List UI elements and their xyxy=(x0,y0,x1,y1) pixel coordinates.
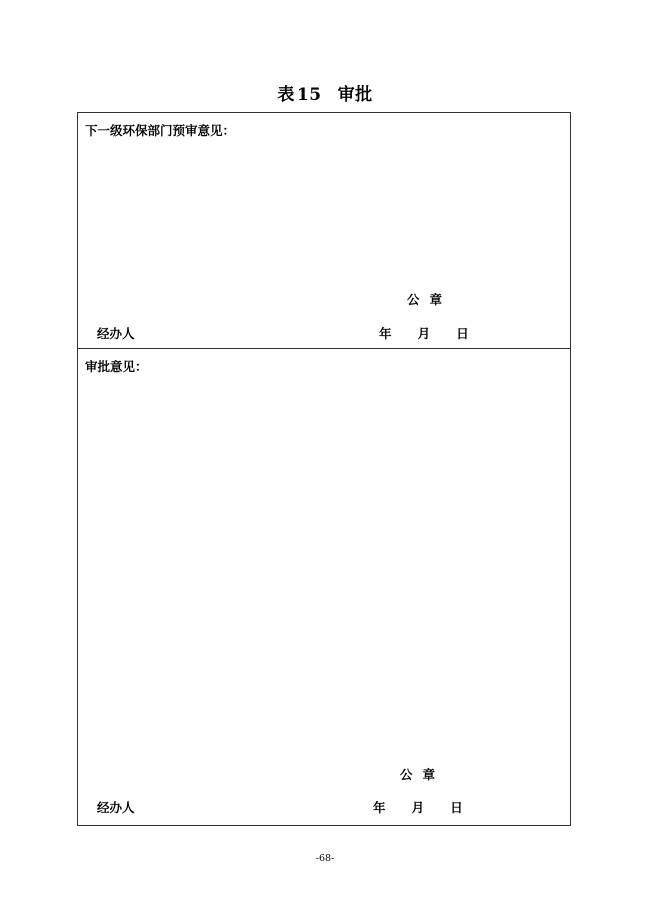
table-name: 审批 xyxy=(337,85,373,105)
official-seal-label: 公章 xyxy=(407,292,453,307)
approval-opinion-section[interactable] xyxy=(78,349,570,825)
date-label: 年 月 日 xyxy=(379,326,469,341)
handler-label: 经办人 xyxy=(97,326,135,341)
approval-form-table xyxy=(77,112,571,826)
preliminary-review-label: 下一级环保部门预审意见： xyxy=(85,123,236,138)
title-prefix: 表 xyxy=(277,85,295,105)
page-number: -68- xyxy=(315,853,335,864)
page-title xyxy=(0,84,650,106)
approval-opinion-label: 审批意见： xyxy=(85,359,148,374)
handler-label: 经办人 xyxy=(97,800,135,815)
table-number: 15 xyxy=(296,85,322,105)
preliminary-review-section[interactable] xyxy=(78,113,570,349)
official-seal-label: 公章 xyxy=(400,767,446,782)
date-label: 年 月 日 xyxy=(373,800,463,815)
